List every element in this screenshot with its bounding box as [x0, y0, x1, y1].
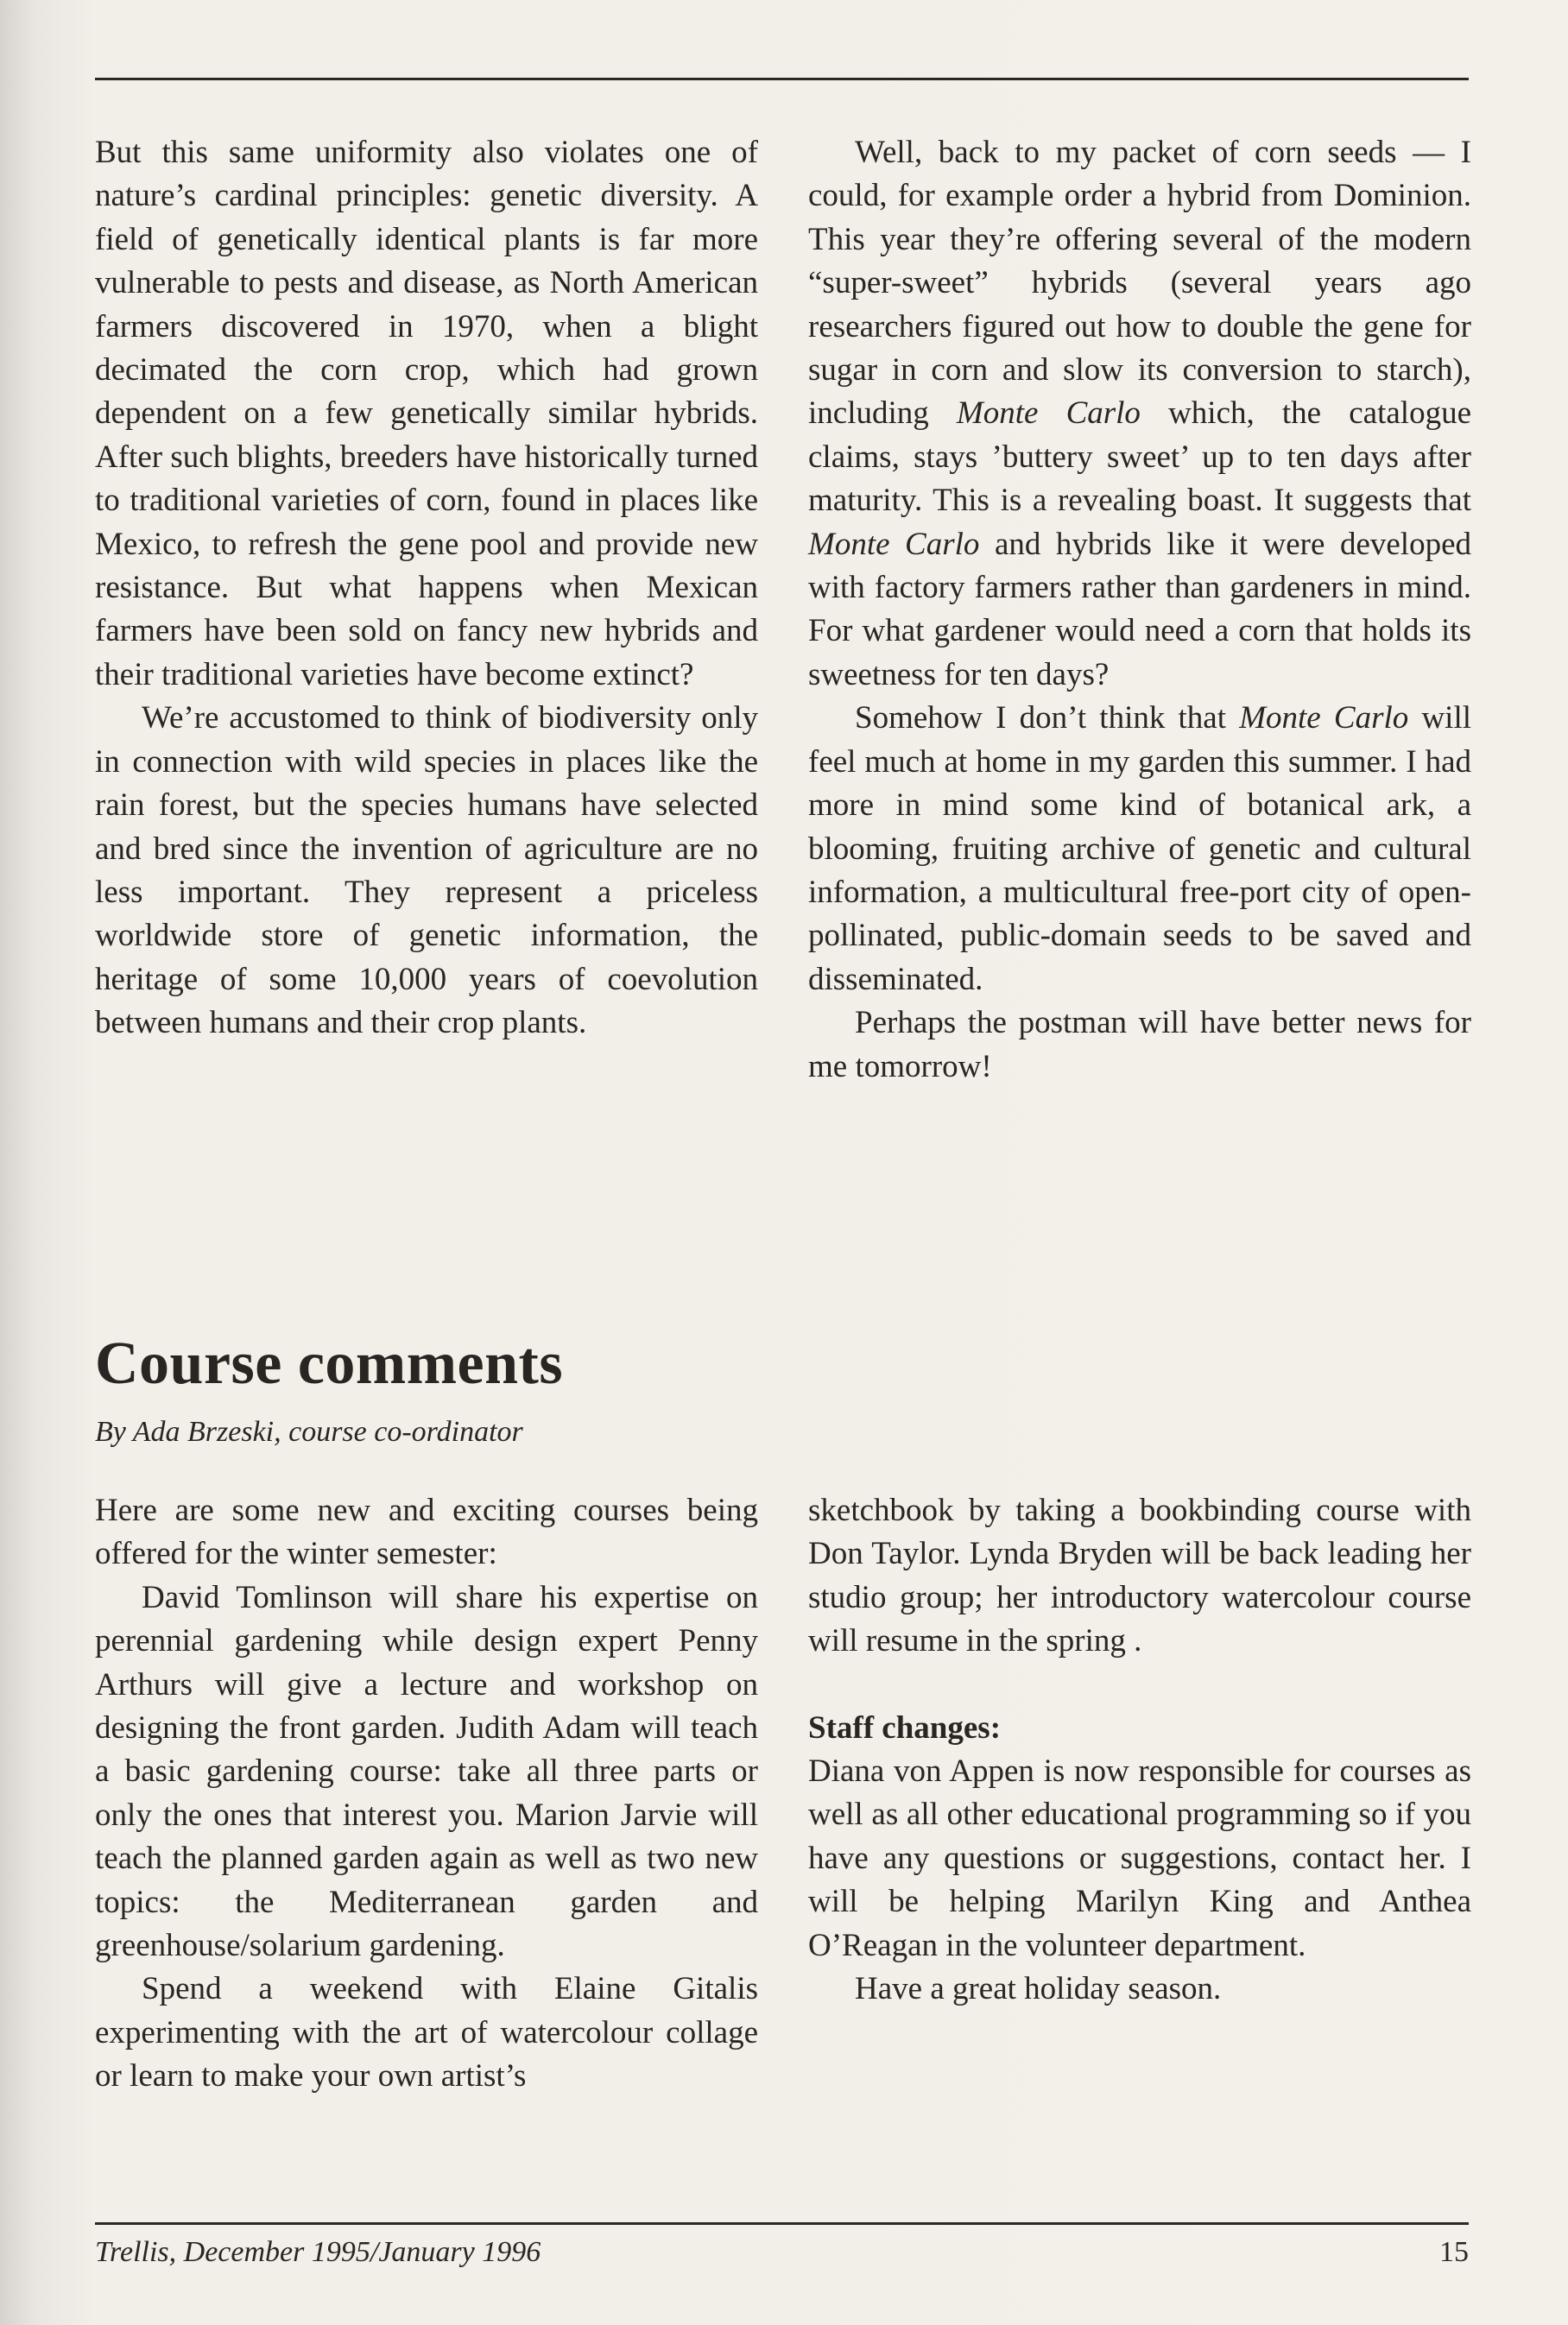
top-rule: [95, 78, 1469, 80]
article2-left-para-3: Spend a weekend with Elaine Gitalis experimenting with the art of watercolour collage or learn to make your own artist’s: [95, 1971, 758, 2094]
article-byline: By Ada Brzeski, course co-ordinator: [95, 1416, 523, 1448]
article2-left-column: [95, 1489, 758, 2099]
article1-left-para-2: We’re accustomed to think of biodiversity only in connection with wild species in places like the rain forest, but the species humans have selected and bred since the invention of agriculture are no less important. They represent a priceless worldwide store of genetic information, the heritage of some 10,000 years of coevolution between humans and their crop plants.: [95, 700, 758, 1041]
article1-right-para-1: Well, back to my packet of corn seeds — I could, for example order a hybrid from Dominion. This year they’re offering several of the modern “super-sweet” hybrids (several years ago researchers figured out how to double the gene for sugar in corn and slow its conversion to starch), including Monte Carlo which, the catalogue claims, stays ’buttery sweet’ up to ten days after maturity. This is a revealing boast. It suggests that Monte Carlo and hybrids like it were developed with factory farmers rather than gardeners in mind. For what gardener would need a corn that holds its sweetness for ten days?: [808, 135, 1471, 692]
article-headline: Course comments: [95, 1330, 564, 1397]
article1-right-para-2: Somehow I don’t think that Monte Carlo will feel much at home in my garden this summer. I had more in mind some kind of botanical ark, a blooming, fruiting archive of genetic and cultural information, a multicultural free-port city of open-pollinated, public-domain seeds to be saved and disseminated.: [808, 700, 1472, 997]
variety-name: Monte Carlo: [1239, 700, 1409, 736]
footer-publication: Trellis, December 1995/January 1996: [95, 2236, 541, 2268]
variety-name: Monte Carlo: [808, 526, 980, 562]
page-number: 15: [1439, 2236, 1469, 2268]
article2-right-para-1: sketchbook by taking a bookbinding course with Don Taylor. Lynda Bryden will be back leading her studio group; her introductory watercolour course will resume in the spring .: [808, 1493, 1471, 1659]
article1-left-column: [95, 131, 758, 1046]
staff-changes-subhead: Staff changes:: [808, 1709, 1002, 1746]
variety-name: Monte Carlo: [956, 395, 1141, 432]
article2-left-para-1: Here are some new and exciting courses being offered for the winter semester:: [95, 1493, 758, 1572]
article1-right-para-3: Perhaps the postman will have better news for me tomorrow!: [808, 1005, 1471, 1084]
article2-left-para-2: David Tomlinson will share his expertise on perennial gardening while design expert Penny Arthurs will give a lecture and workshop on designing the front garden. Judith Adam will teach a basic gardening course: take all three parts or only the ones that interest you. Marion Jarvie will teach the planned garden again as well as two new topics: the Mediterranean garden and greenhouse/solarium gardening.: [95, 1579, 758, 1964]
article1-left-para-1: But this same uniformity also violates one of nature’s cardinal principles: genetic diversity. A field of genetically identical plants is far more vulnerable to pests and disease, as North American farmers discovered in 1970, when a blight decimated the corn crop, which had grown dependent on a few genetically similar hybrids. After such blights, breeders have historically turned to traditional varieties of corn, found in places like Mexico, to refresh the gene pool and provide new resistance. But what happens when Mexican farmers have been sold on fancy new hybrids and their traditional varieties have become extinct?: [95, 135, 758, 692]
article2-right-para-2: Diana von Appen is now responsible for courses as well as all other educational programming so if you have any questions or suggestions, contact her. I will be helping Marilyn King and Anthea O’Reagan in the volunteer department.: [808, 1753, 1471, 1963]
article2-right-para-3: Have a great holiday season.: [855, 1971, 1222, 2007]
article2-right-column: [808, 1489, 1471, 2011]
article1-right-column: [808, 131, 1471, 1089]
bottom-rule: [95, 2222, 1469, 2225]
